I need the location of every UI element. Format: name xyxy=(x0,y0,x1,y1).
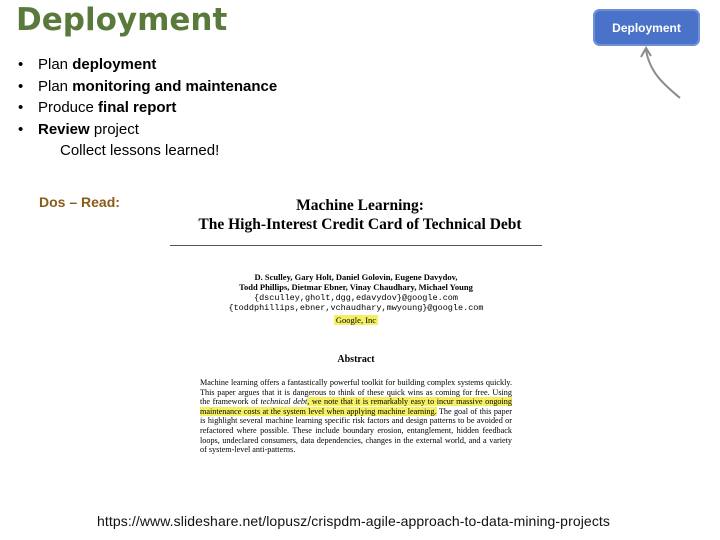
abstract-heading: Abstract xyxy=(337,354,375,365)
bullet-text: Review project xyxy=(38,120,139,138)
paper-authors: D. Sculley, Gary Holt, Daniel Golovin, Eugene Davydov, Todd Phillips, Dietmar Ebner, Vinay Chaudhary, Michael Young xyxy=(239,272,473,292)
bullet-dot: • xyxy=(18,56,24,73)
source-link[interactable]: https://www.slideshare.net/lopusz/crispdm-agile-approach-to-data-mining-projects xyxy=(97,513,611,529)
dos-read-label: Dos – Read: xyxy=(39,194,120,210)
bullet-text: Produce final report xyxy=(38,99,177,116)
paper-divider xyxy=(170,245,542,246)
bullet-item xyxy=(18,97,277,119)
bullet-dot: • xyxy=(18,99,24,116)
bullet-dot: • xyxy=(18,77,24,95)
bullet-item xyxy=(18,119,277,141)
abstract-text: Machine learning offers a fantastically powerful toolkit for building complex systems quickly. This paper argues that it is dangerous to think of these quick wins as coming for free. Using the framework of technical debt, we note that it is remarkably easy to incur massive ongoing maintenance costs at the system level when applying machine learning. The goal of this paper is highlight several machine learning specific risk factors and design patterns to be avoided or refactored where possible. These include boundary erosion, entanglement, hidden feedback loops, undeclared consumers, data dependencies, changes in the external world, and a variety of system-level anti-patterns. xyxy=(200,378,512,455)
highlighted-sentence: , we note that it is remarkably easy to incur massive ongoing maintenance costs at the system level when applying machine learning. xyxy=(200,397,512,416)
slide-title: Deployment xyxy=(16,2,228,38)
paper-excerpt xyxy=(170,196,550,486)
bullet-item xyxy=(18,76,277,98)
curved-arrow-icon xyxy=(636,44,686,104)
bullet-list xyxy=(18,54,277,162)
bullet-text: Plan monitoring and maintenance xyxy=(38,77,278,95)
deployment-badge: Deployment xyxy=(593,9,700,46)
paper-title: Machine Learning: The High-Interest Credit Card of Technical Debt xyxy=(198,197,522,233)
paper-emails: {dsculley,gholt,dgg,edavydov}@google.com {toddphillips,ebner,vchaudhary,mwyoung}@google.com xyxy=(228,293,484,313)
bullet-item xyxy=(18,54,277,76)
bullet-dot: • xyxy=(18,120,24,138)
bullet-text: Plan deployment xyxy=(38,56,157,73)
paper-affiliation: Google, Inc xyxy=(335,315,377,325)
sub-bullet: Collect lessons learned! xyxy=(60,142,220,159)
